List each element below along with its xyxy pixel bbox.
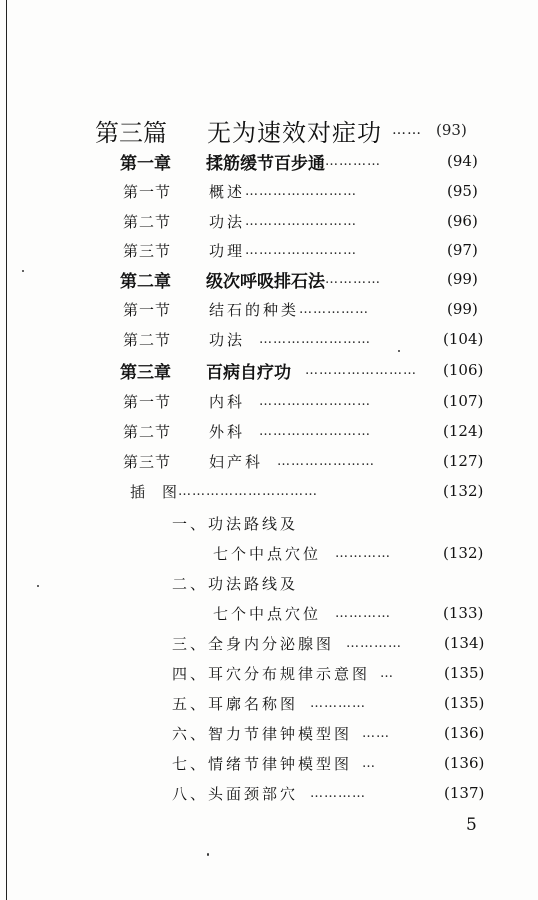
- illustration-page-number: (136): [444, 754, 485, 772]
- illustration-page-number: (132): [443, 544, 484, 562]
- illustration-page-number: (136): [444, 724, 485, 742]
- illustration-item: [172, 510, 298, 536]
- entry-title: 妇产科: [209, 452, 264, 471]
- entry-label: 第一节: [123, 182, 172, 201]
- entry-leader: …………………: [277, 453, 376, 469]
- entry-title: 内科: [209, 392, 246, 411]
- entry-page-number: (124): [443, 422, 484, 440]
- illustration-item: [172, 570, 298, 596]
- part-heading: [95, 115, 467, 145]
- illustration-item: [213, 540, 503, 566]
- illustration-page-number: (137): [444, 784, 485, 802]
- entry-label: 第一节: [123, 392, 172, 411]
- toc-entry-chapter-2: [120, 266, 500, 292]
- entry-page-number: (94): [447, 152, 478, 170]
- page-edge-line: [6, 0, 7, 900]
- illustration-leader: ……: [362, 725, 391, 741]
- part-label: 第三篇: [95, 118, 167, 147]
- entry-leader: …………………………: [178, 483, 318, 499]
- entry-page-number: (106): [443, 361, 484, 379]
- illustration-item: [172, 720, 502, 746]
- scan-speck: [207, 853, 209, 856]
- toc-entry-illustrations: [130, 478, 510, 504]
- illustration-text: 七个中点穴位: [213, 544, 322, 563]
- entry-page-number: (97): [447, 241, 478, 259]
- illustration-text: 七、情绪节律钟模型图: [172, 754, 353, 773]
- toc-entry-section: [123, 388, 508, 414]
- toc-entry-section: [123, 178, 503, 204]
- illustration-leader: …: [362, 755, 377, 771]
- toc-entry-section: [123, 418, 508, 444]
- illustration-page-number: (135): [444, 694, 485, 712]
- entry-leader: …………: [325, 153, 381, 169]
- toc-entry-section: [123, 208, 503, 234]
- entry-leader: ……………………: [305, 362, 417, 378]
- entry-label: 第二节: [123, 330, 172, 349]
- illustration-text: 二、功法路线及: [172, 574, 299, 593]
- illustration-leader: …………: [310, 785, 367, 801]
- entry-title: 功法: [209, 212, 246, 231]
- entry-label: 第三节: [123, 241, 172, 260]
- entry-page-number: (95): [447, 182, 478, 200]
- entry-page-number: (96): [447, 212, 478, 230]
- part-title: 无为速效对症功: [207, 118, 382, 147]
- illustration-text: 八、头面颈部穴: [172, 784, 299, 803]
- illustration-leader: …………: [335, 605, 392, 621]
- entry-title: 功理: [209, 241, 246, 260]
- entry-title: 百病自疗功: [206, 362, 291, 383]
- entry-label: 第二节: [123, 422, 172, 441]
- illustration-item: [172, 750, 502, 776]
- scan-speck: [398, 350, 400, 352]
- illustration-leader: …………: [346, 635, 403, 651]
- toc-entry-section: [123, 448, 508, 474]
- entry-page-number: (132): [443, 482, 484, 500]
- illustration-text: 三、全身内分泌腺图: [172, 634, 335, 653]
- illustration-page-number: (133): [443, 604, 484, 622]
- illustration-leader: …………: [335, 545, 392, 561]
- illustration-item: [172, 690, 502, 716]
- entry-label: 第一节: [123, 300, 172, 319]
- entry-leader: ……………………: [245, 213, 358, 229]
- illustration-item: [213, 600, 503, 626]
- entry-title: 功法: [209, 330, 246, 349]
- toc-entry-section: [123, 326, 503, 352]
- entry-label: 第二章: [120, 271, 171, 292]
- scan-speck: [37, 585, 39, 587]
- part-leader: ……: [392, 122, 422, 138]
- illustration-text: 五、耳廓名称图: [172, 694, 299, 713]
- entry-page-number: (104): [443, 330, 484, 348]
- entry-page-number: (107): [443, 392, 484, 410]
- entry-leader: ……………………: [259, 423, 372, 439]
- entry-leader: ……………………: [259, 393, 372, 409]
- entry-page-number: (99): [447, 270, 478, 288]
- entry-title: 概述: [209, 182, 246, 201]
- toc-entry-chapter-3: [120, 357, 505, 383]
- entry-title: 揉筋缓节百步通: [206, 153, 325, 174]
- entry-leader: ……………………: [245, 183, 358, 199]
- illustration-leader: …………: [310, 695, 367, 711]
- entry-leader: ……………………: [245, 242, 358, 258]
- illustration-item: [172, 660, 502, 686]
- illustration-item: [172, 780, 502, 806]
- illustration-page-number: (134): [444, 634, 485, 652]
- entry-page-number: (99): [447, 300, 478, 318]
- entry-label: 插 图: [130, 482, 179, 501]
- illustration-leader: …: [380, 665, 395, 681]
- entry-label: 第二节: [123, 212, 172, 231]
- toc-entry-section: [123, 237, 503, 263]
- entry-leader: ……………………: [259, 331, 372, 347]
- entry-leader: ……………: [299, 301, 370, 317]
- illustration-text: 一、功法路线及: [172, 514, 299, 533]
- scan-speck: [22, 270, 24, 272]
- toc-entry-chapter-1: [120, 148, 500, 174]
- entry-leader: …………: [325, 271, 381, 287]
- entry-label: 第三节: [123, 452, 172, 471]
- illustration-item: [172, 630, 502, 656]
- illustration-text: 四、耳穴分布规律示意图: [172, 664, 371, 683]
- illustration-text: 七个中点穴位: [213, 604, 322, 623]
- part-page-number: (93): [436, 121, 467, 139]
- entry-title: 结石的种类: [209, 300, 300, 319]
- illustration-page-number: (135): [444, 664, 485, 682]
- illustration-text: 六、智力节律钟模型图: [172, 724, 353, 743]
- entry-label: 第一章: [120, 153, 171, 174]
- entry-label: 第三章: [120, 362, 171, 383]
- entry-title: 外科: [209, 422, 246, 441]
- entry-title: 级次呼吸排石法: [206, 271, 325, 292]
- page-number: 5: [466, 815, 477, 835]
- toc-entry-section: [123, 296, 503, 322]
- entry-page-number: (127): [443, 452, 484, 470]
